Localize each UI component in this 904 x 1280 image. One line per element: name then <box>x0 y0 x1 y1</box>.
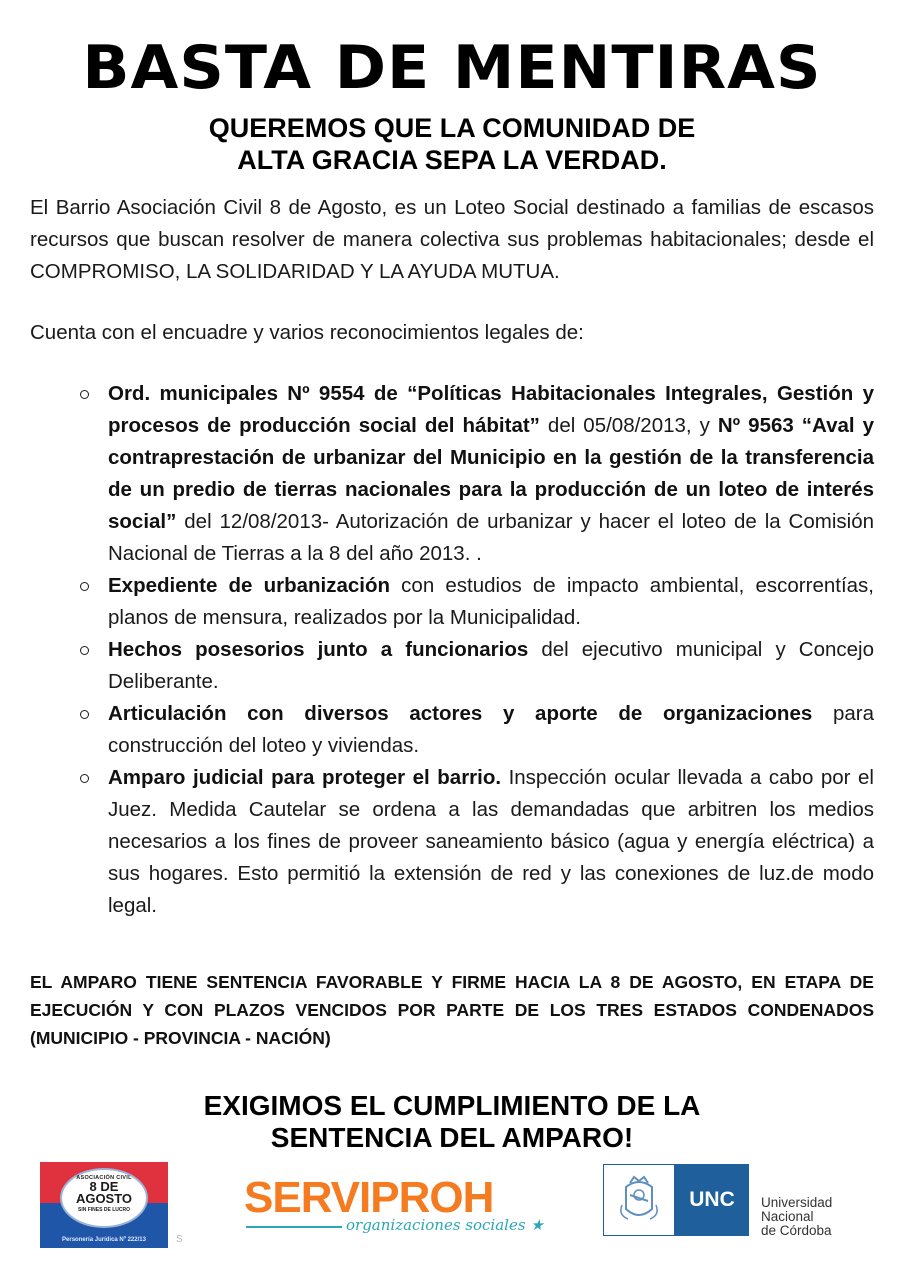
item-bold: Ord. municipales Nº 9554 de “Políticas Habitacionales Integrales, Gestión y procesos de producción social del hábitat” <box>108 382 874 437</box>
intro-paragraph: El Barrio Asociación Civil 8 de Agosto, es un Loteo Social destinado a familias de escasos recursos que buscan resolver de manera colectiva sus problemas habitacionales; desde el COMPROMISO, LA SOLIDARIDAD Y LA AYUDA MUTUA. <box>30 196 874 283</box>
page-title: BASTA DE MENTIRAS <box>82 33 822 103</box>
list-item <box>80 634 874 698</box>
item-bold: Articulación con diversos actores y aporte de organizaciones <box>108 702 813 725</box>
personeria-text: Personería Jurídica Nº 222/13 <box>62 1237 146 1243</box>
list-item <box>80 762 874 922</box>
list-item <box>80 570 874 634</box>
list-item <box>80 378 874 570</box>
unc-name-line-2: Nacional <box>761 1209 814 1224</box>
crest-icon <box>604 1165 674 1235</box>
subtitle-line-1: QUEREMOS QUE LA COMUNIDAD DE <box>208 113 696 143</box>
item-bold: Expediente de urbanización <box>108 574 391 597</box>
unc-acronym: UNC <box>675 1164 749 1236</box>
circle-bullet-icon <box>80 646 89 655</box>
demand-line-2: SENTENCIA DEL AMPARO! <box>270 1122 634 1153</box>
circle-bullet-icon <box>80 582 89 591</box>
intro-lead: Cuenta con el encuadre y varios reconocimientos legales de: <box>30 321 584 344</box>
item-text: para construcción del loteo y viviendas. <box>108 702 874 757</box>
logo-sub-text: SIN FINES DE LUCRO <box>78 1207 130 1213</box>
tagline-text: organizaciones sociales <box>346 1216 526 1234</box>
logo-line-2: AGOSTO <box>75 1191 133 1206</box>
serviproh-underline <box>246 1226 342 1228</box>
unc-crest-box <box>603 1164 675 1236</box>
serviproh-name: SERVIPROH <box>244 1173 494 1222</box>
item-bold: Amparo judicial para proteger el barrio. <box>108 766 502 789</box>
circle-bullet-icon <box>80 774 89 783</box>
item-text: Inspección ocular llevada a cabo por el Juez. Medida Cautelar se ordena a las demandadas que arbitren los medios necesarios a los fines de proveer saneamiento básico (agua y energía eléctrica) a sus hogares. Esto permitió la extensión de red y las conexiones de luz.de modo legal. <box>108 766 874 917</box>
logo-oval <box>60 1168 148 1228</box>
subtitle <box>0 112 904 176</box>
asociacion-8-de-agosto-logo <box>40 1162 168 1248</box>
unc-name-line-3: de Córdoba <box>761 1223 832 1238</box>
item-text: del 12/08/2013- Autorización de urbanizar y hacer el loteo de la Comisión Nacional de Tierras a la 8 del año 2013. . <box>108 510 874 565</box>
amparo-notice: EL AMPARO TIENE SENTENCIA FAVORABLE Y FIRME HACIA LA 8 DE AGOSTO, EN ETAPA DE EJECUCIÓN Y CON PLAZOS VENCIDOS POR PARTE DE LOS TRES ESTADOS CONDENADOS (MUNICIPIO - PROVINCIA - NACIÓN) <box>30 972 874 1048</box>
subtitle-line-2: ALTA GRACIA SEPA LA VERDAD. <box>237 145 667 175</box>
item-bold: Hechos posesorios junto a funcionarios <box>108 638 529 661</box>
circle-bullet-icon <box>80 390 89 399</box>
demand-line-1: EXIGIMOS EL CUMPLIMIENTO DE LA <box>203 1090 701 1121</box>
circle-bullet-icon <box>80 710 89 719</box>
unc-logo <box>603 1164 853 1240</box>
item-text: con estudios de impacto ambiental, escorrentías, planos de mensura, realizados por la Municipalidad. <box>108 574 874 629</box>
item-bold: Nº 9563 “Aval y contraprestación de urbanizar del Municipio en la gestión de la transferencia de un predio de tierras nacionales para la producción de un loteo de interés social” <box>108 414 874 533</box>
stray-character: S <box>176 1234 183 1245</box>
serviproh-tagline <box>346 1216 544 1234</box>
item-text: del ejecutivo municipal y Concejo Deliberante. <box>108 638 874 693</box>
demand-heading <box>0 1090 904 1154</box>
star-icon: ★ <box>530 1216 544 1234</box>
logo-assoc-text: ASOCIACIÓN CIVIL <box>76 1175 132 1181</box>
list-item <box>80 698 874 762</box>
unc-name <box>761 1196 832 1238</box>
logo-line-1: 8 DE <box>89 1179 119 1194</box>
unc-name-line-1: Universidad <box>761 1195 833 1210</box>
legal-recognitions-list <box>80 378 874 922</box>
serviproh-logo <box>244 1173 544 1238</box>
item-text: del 05/08/2013, y <box>539 414 718 437</box>
